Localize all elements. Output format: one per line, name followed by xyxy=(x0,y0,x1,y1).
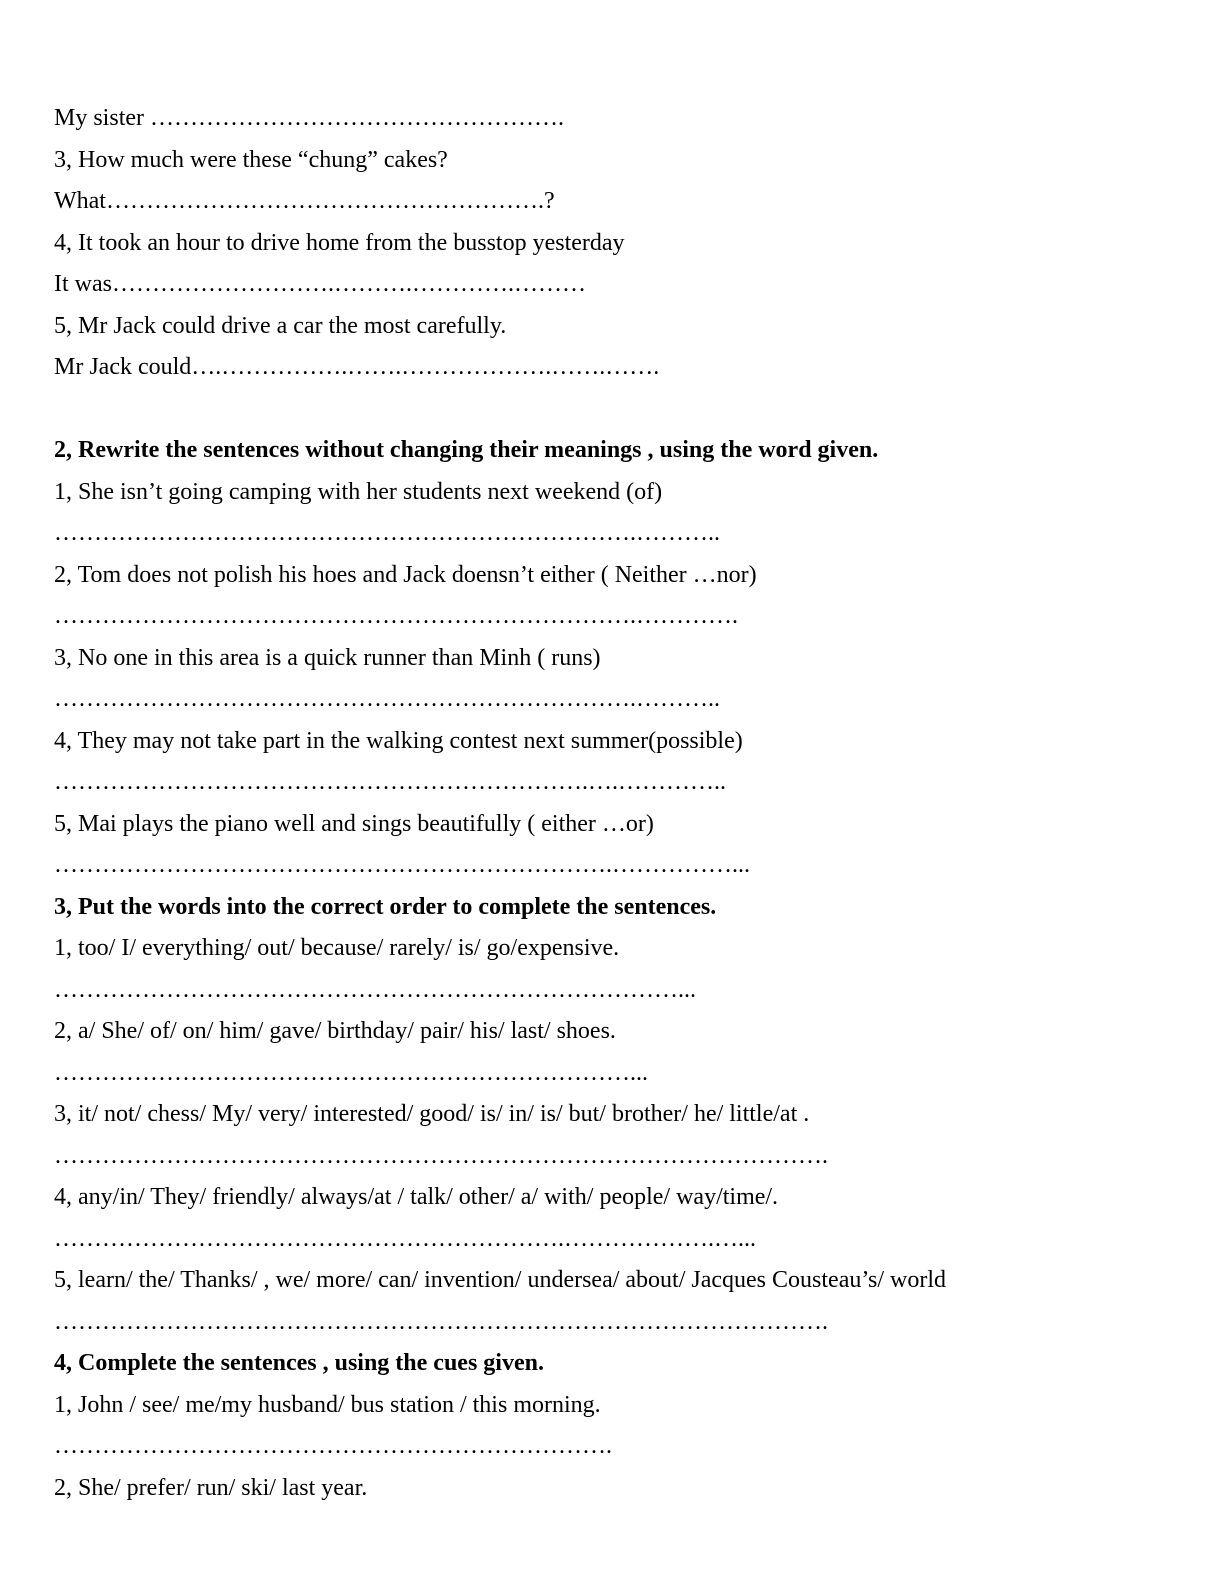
section4-heading: 4, Complete the sentences , using the cues given. xyxy=(54,1350,544,1376)
spacer xyxy=(54,389,1174,431)
part1-q3-prompt: 3, How much were these “chung” cakes? xyxy=(54,146,448,173)
section3-q1-prompt: 1, too/ I/ everything/ out/ because/ rarely/ is/ go/expensive. xyxy=(54,935,620,961)
part1-q5-prompt: 5, Mr Jack could drive a car the most carefully. xyxy=(54,312,507,339)
part1-q5-answer-line: Mr Jack could….…………….…….……………….…….……. xyxy=(54,354,660,380)
section3-q3-answer-line: ……………………………………………………………………………………. xyxy=(54,1142,828,1169)
section4-q2-prompt: 2, She/ prefer/ run/ ski/ last year. xyxy=(54,1474,368,1501)
section2-q5-prompt: 5, Mai plays the piano well and sings beautifully ( either …or) xyxy=(54,810,654,837)
section2-q4-answer-line: ………………………………………………………….….………….. xyxy=(54,769,726,795)
section2-heading: 2, Rewrite the sentences without changing their meanings , using the word given. xyxy=(54,437,879,463)
section2-q2-prompt: 2, Tom does not polish his hoes and Jack doensn’t either ( Neither …nor) xyxy=(54,561,757,588)
section2-q2-answer-line: ……………………………………………………………….…………. xyxy=(54,603,738,629)
section2-q3-answer-line: ……………………………………………………………….……….. xyxy=(54,686,720,712)
section2-q5-answer-line: …………………………………………………………….……………... xyxy=(54,852,750,878)
section4-q1-answer-line: ……………………………………………………………. xyxy=(54,1433,612,1459)
section3-heading: 3, Put the words into the correct order to complete the sentences. xyxy=(54,893,717,920)
section3-q5-prompt: 5, learn/ the/ Thanks/ , we/ more/ can/ invention/ undersea/ about/ Jacques Cousteau’s/ world xyxy=(54,1267,947,1293)
section3-q1-answer-line: ……………………………………………………………………... xyxy=(54,976,696,1003)
part1-q2-answer-line: My sister ……………………………………………. xyxy=(54,105,564,131)
section2-q4-prompt: 4, They may not take part in the walking contest next summer(possible) xyxy=(54,727,743,754)
part1-q3-answer-line: What……………………………………………….? xyxy=(54,188,555,214)
worksheet-page xyxy=(54,98,1174,1509)
section3-q2-answer-line: ………………………………………………………………... xyxy=(54,1059,648,1086)
section3-q5-answer-line: ……………………………………………………………………………………. xyxy=(54,1308,828,1335)
part1-q4-prompt: 4, It took an hour to drive home from the busstop yesterday xyxy=(54,229,625,256)
part1-q4-answer-line: It was……………………….……….………….……… xyxy=(54,271,586,297)
section2-q3-prompt: 3, No one in this area is a quick runner than Minh ( runs) xyxy=(54,644,601,671)
section3-q2-prompt: 2, a/ She/ of/ on/ him/ gave/ birthday/ pair/ his/ last/ shoes. xyxy=(54,1018,616,1044)
section3-q3-prompt: 3, it/ not/ chess/ My/ very/ interested/ good/ is/ in/ is/ but/ brother/ he/ little/at . xyxy=(54,1101,810,1127)
section3-q4-prompt: 4, any/in/ They/ friendly/ always/at / talk/ other/ a/ with/ people/ way/time/. xyxy=(54,1184,779,1210)
section2-q1-answer-line: ……………………………………………………………….……….. xyxy=(54,520,720,546)
section4-q1-prompt: 1, John / see/ me/my husband/ bus station / this morning. xyxy=(54,1391,601,1418)
section2-q1-prompt: 1, She isn’t going camping with her students next weekend (of) xyxy=(54,478,663,505)
section3-q4-answer-line: ……………………………………………………….……………….…... xyxy=(54,1225,756,1252)
